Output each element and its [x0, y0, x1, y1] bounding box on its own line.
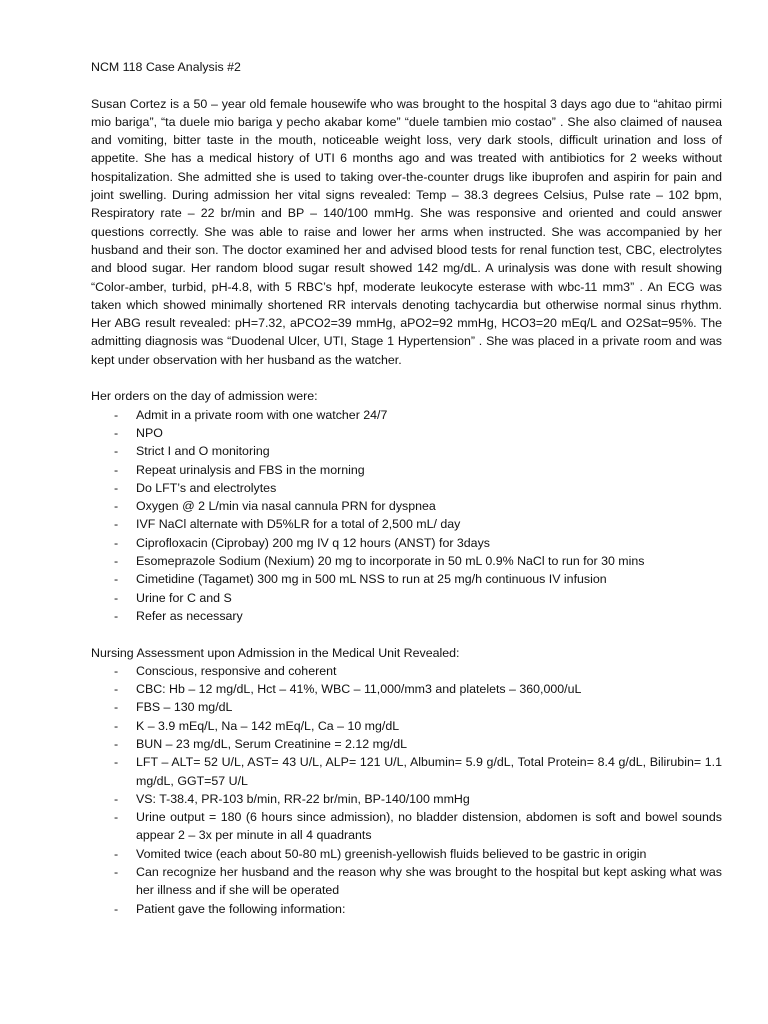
dash-bullet: -: [114, 425, 119, 440]
dash-bullet: -: [114, 663, 119, 678]
dash-bullet: -: [114, 901, 119, 916]
dash-bullet: -: [114, 590, 119, 605]
list-item: - Conscious, responsive and coherent: [91, 662, 722, 680]
list-item: - Do LFT’s and electrolytes: [91, 479, 722, 497]
list-item: - Urine output = 180 (6 hours since admission), no bladder distension, abdomen is soft and bowel sounds appear 2 – 3x per minute in all 4 quadrants: [114, 810, 722, 843]
list-item: - Vomited twice (each about 50-80 mL) greenish-yellowish fluids believed to be gastric in origin: [91, 845, 722, 863]
list-item: - Cimetidine (Tagamet) 300 mg in 500 mL NSS to run at 25 mg/h continuous IV infusion: [91, 570, 722, 588]
dash-bullet: -: [114, 700, 119, 715]
list-item: - Urine for C and S: [91, 589, 722, 607]
list-item: - Strict I and O monitoring: [91, 442, 722, 460]
dash-bullet: -: [114, 572, 119, 587]
document-title: NCM 118 Case Analysis #2: [91, 60, 241, 74]
dash-bullet: -: [114, 499, 119, 514]
list-item: - Patient gave the following information:: [91, 900, 722, 918]
list-item: - Refer as necessary: [91, 607, 722, 625]
list-item: - NPO: [91, 424, 722, 442]
list-item: - Can recognize her husband and the reason why she was brought to the hospital but kept asking what was her illness and if she will be operated: [114, 865, 722, 898]
list-item: - CBC: Hb – 12 mg/dL, Hct – 41%, WBC – 11,000/mm3 and platelets – 360,000/uL: [91, 680, 722, 698]
dash-bullet: -: [114, 865, 119, 880]
dash-bullet: -: [114, 718, 119, 733]
list-item: - K – 3.9 mEq/L, Na – 142 mEq/L, Ca – 10 mg/dL: [91, 717, 722, 735]
assessment-heading: Nursing Assessment upon Admission in the Medical Unit Revealed:: [91, 645, 460, 660]
list-item: - IVF NaCl alternate with D5%LR for a total of 2,500 mL/ day: [91, 515, 722, 533]
dash-bullet: -: [114, 480, 119, 495]
assessment-list: [91, 662, 722, 918]
dash-bullet: -: [114, 791, 119, 806]
list-item: - Esomeprazole Sodium (Nexium) 20 mg to incorporate in 50 mL 0.9% NaCl to run for 30 mins: [91, 552, 722, 570]
list-item: - Oxygen @ 2 L/min via nasal cannula PRN for dyspnea: [91, 497, 722, 515]
dash-bullet: -: [114, 535, 119, 550]
dash-bullet: -: [114, 554, 119, 569]
list-item: - LFT – ALT= 52 U/L, AST= 43 U/L, ALP= 121 U/L, Albumin= 5.9 g/dL, Total Protein= 8.4 g/dL, Bilirubin= 1.1 mg/dL, GGT=57 U/L: [114, 755, 722, 788]
orders-heading: Her orders on the day of admission were:: [91, 389, 318, 404]
dash-bullet: -: [114, 846, 119, 861]
dash-bullet: -: [114, 682, 119, 697]
dash-bullet: -: [114, 407, 119, 422]
dash-bullet: -: [114, 462, 119, 477]
document-page: [91, 58, 722, 918]
dash-bullet: -: [114, 736, 119, 751]
dash-bullet: -: [114, 517, 119, 532]
list-item: - Repeat urinalysis and FBS in the morning: [91, 461, 722, 479]
dash-bullet: -: [114, 755, 119, 770]
case-intro-paragraph: Susan Cortez is a 50 – year old female housewife who was brought to the hospital 3 days ago due to “ahitao pirmi mio bariga”, “ta duele mio bariga y pecho akabar kome” “duele tambien mio costao” . She also claimed of nausea and vomiting, bitter taste in the mouth, noticeable weight loss, very dark stools, difficult urination and loss of appetite. She has a medical history of UTI 6 months ago and was treated with antibiotics for 2 weeks without hospitalization. She admitted she is used to taking over-the-counter drugs like ibuprofen and aspirin for pain and joint swelling. During admission her vital signs revealed: Temp – 38.3 degrees Celsius, Pulse rate – 102 bpm, Respiratory rate – 22 br/min and BP – 140/100 mmHg. She was responsive and oriented and could answer questions correctly. She was able to raise and lower her arms when instructed. She was accompanied by her husband and their son. The doctor examined her and advised blood tests for renal function test, CBC, electrolytes and blood sugar. Her random blood sugar result showed 142 mg/dL. A urinalysis was done with result showing “Color-amber, turbid, pH-4.8, with 5 RBC’s hpf, moderate leukocyte esterase with wbc-11 mm3” . An ECG was taken which showed minimally shortened RR intervals denoting tachycardia but otherwise normal sinus rhythm. Her ABG result revealed: pH=7.32, aPCO2=39 mmHg, aPO2=92 mmHg, HCO3=20 mEq/L and O2Sat=95%. The admitting diagnosis was “Duodenal Ulcer, UTI, Stage 1 Hypertension” . She was placed in a private room and was kept under observation with her husband as the watcher.: [91, 96, 722, 367]
dash-bullet: -: [114, 608, 119, 623]
list-item: - Admit in a private room with one watcher 24/7: [91, 406, 722, 424]
dash-bullet: -: [114, 810, 119, 825]
list-item: - VS: T-38.4, PR-103 b/min, RR-22 br/min, BP-140/100 mmHg: [91, 790, 722, 808]
orders-list: [91, 406, 722, 626]
list-item: - Ciprofloxacin (Ciprobay) 200 mg IV q 12 hours (ANST) for 3days: [91, 534, 722, 552]
list-item: - BUN – 23 mg/dL, Serum Creatinine = 2.12 mg/dL: [91, 735, 722, 753]
dash-bullet: -: [114, 444, 119, 459]
list-item: - FBS – 130 mg/dL: [91, 698, 722, 716]
